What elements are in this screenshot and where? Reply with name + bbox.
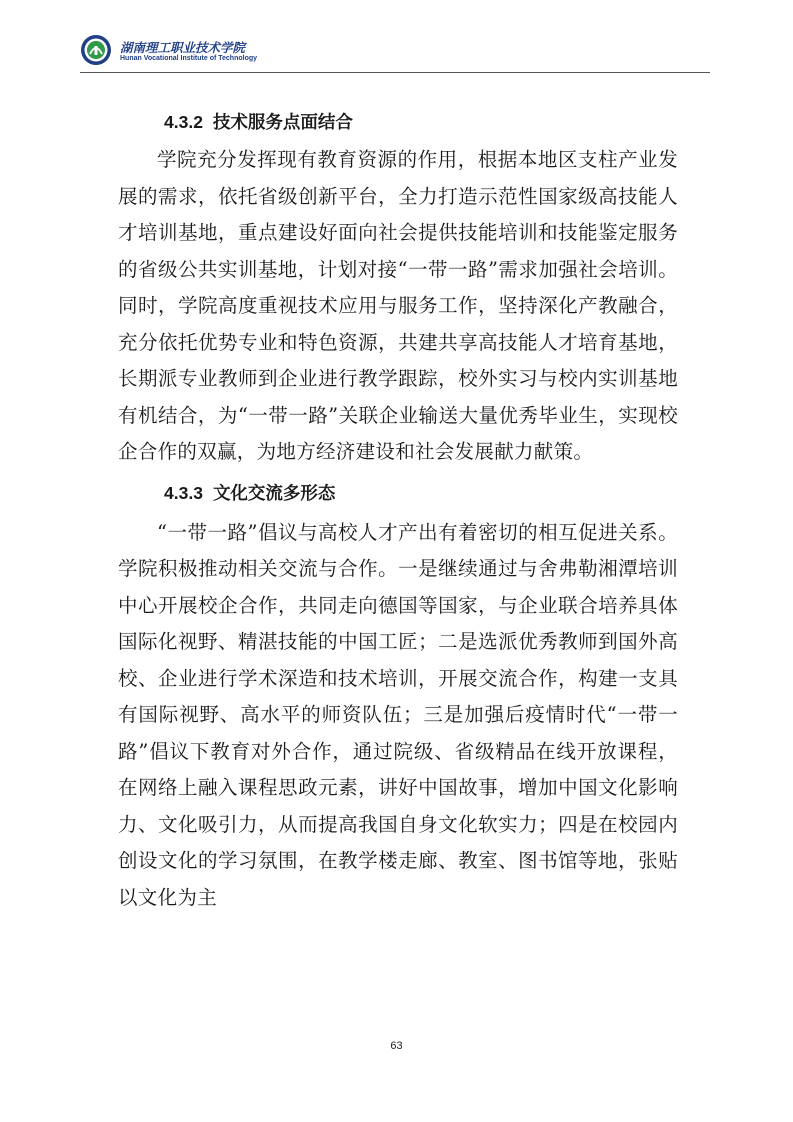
section-number: 4.3.2 — [164, 112, 203, 132]
section-paragraph: “一带一路”倡议与高校人才产出有着密切的相互促进关系。学院积极推动相关交流与合作。一是继续通过与舍弗勒湘潭培训中心开展校企合作，共同走向德国等国家，与企业联合培养具体国际化视野、精湛技能的中国工匠；二是选派优秀教师到国外高校、企业进行学术深造和技术培训，开展交流合作，构建一支具有国际视野、高水平的师资队伍；三是加强后疫情时代“一带一路”倡议下教育对外合作，通过院级、省级精品在线开放课程，在网络上融入课程思政元素，讲好中国故事，增加中国文化影响力、文化吸引力，从而提高我国自身文化软实力；四是在校园内创设文化的学习氛围，在教学楼走廊、教室、图书馆等地，张贴以文化为主 — [118, 520, 678, 909]
section-title: 文化交流多形态 — [212, 483, 336, 504]
school-name-en: Hunan Vocational Institute of Technology — [120, 55, 258, 62]
school-name-cn: 湖南理工职业技术学院 — [120, 40, 246, 55]
school-emblem-icon — [80, 34, 112, 66]
section-heading — [118, 102, 678, 142]
section-heading — [118, 473, 678, 513]
page-body — [118, 102, 678, 916]
page-header — [80, 34, 710, 74]
section-title: 技术服务点面结合 — [212, 113, 353, 133]
page-number: 63 — [390, 1040, 403, 1052]
section-number: 4.3.3 — [164, 482, 203, 503]
section-paragraph: 学院充分发挥现有教育资源的作用，根据本地区支柱产业发展的需求，依托省级创新平台，全力打造示范性国家级高技能人才培训基地，重点建设好面向社会提供技能培训和技能鉴定服务的省级公共实训基地，计划对接“一带一路”需求加强社会培训。同时，学院高度重视技术应用与服务工作，坚持深化产教融合，充分依托优势专业和特色资源，共建共享高技能人才培育基地，长期派专业教师到企业进行教学跟踪，校外实习与校内实训基地有机结合，为“一带一路”关联企业输送大量优秀毕业生，实现校企合作的双赢，为地方经济建设和社会发展献力献策。 — [118, 148, 678, 463]
header-divider — [80, 72, 710, 73]
